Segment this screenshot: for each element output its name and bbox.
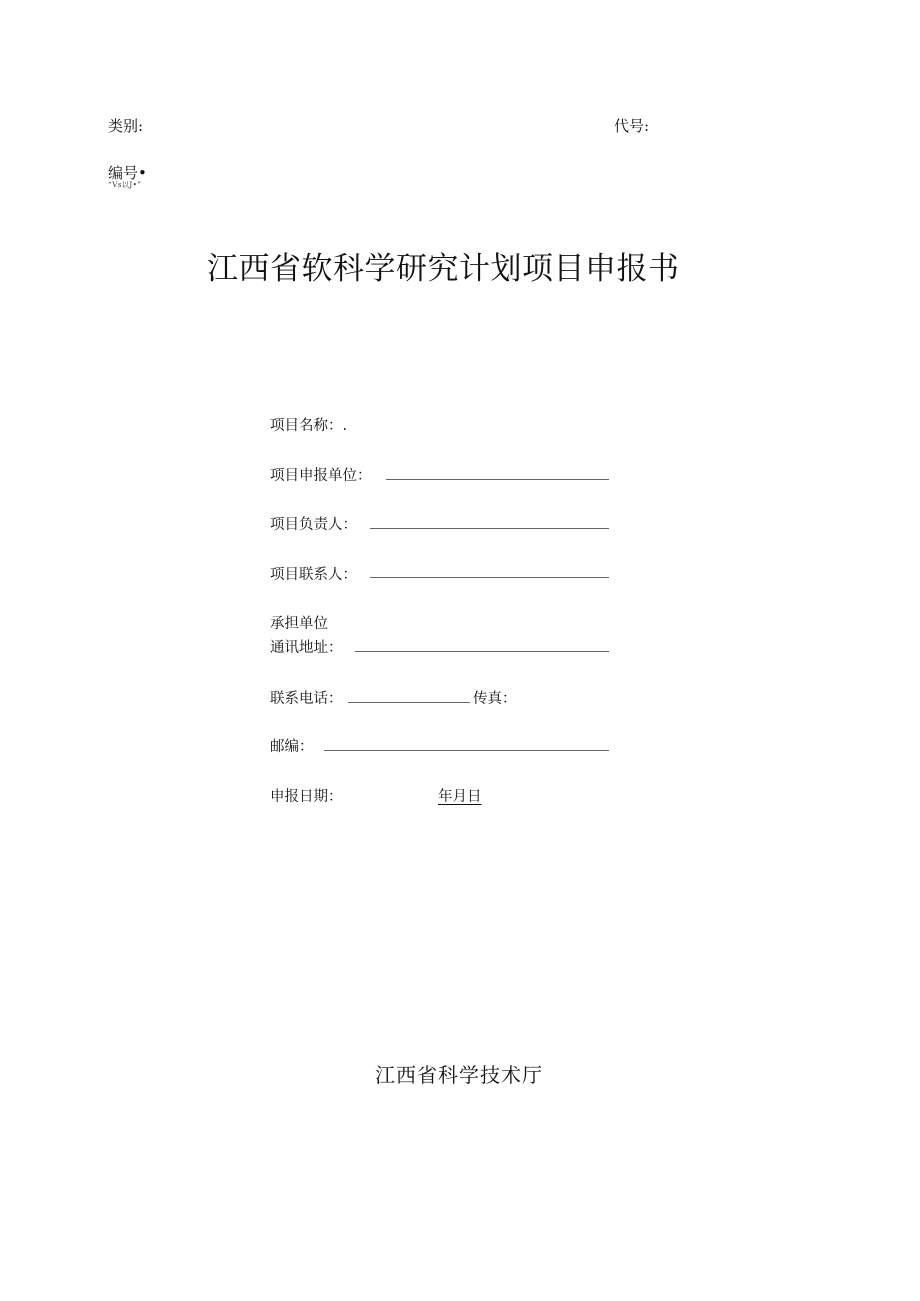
postcode-label: 邮编： bbox=[270, 739, 314, 755]
issuer-name: 江西省科学技术厅 bbox=[375, 1063, 543, 1087]
document-title: 江西省软科学研究计划项目申报书 bbox=[207, 251, 680, 287]
mailing-address-label: 通讯地址： bbox=[270, 640, 343, 656]
fax-label: 传真： bbox=[473, 691, 517, 707]
project-leader-label: 项目负责人： bbox=[270, 517, 357, 533]
category-label: 类别: bbox=[108, 117, 144, 135]
project-contact-label: 项目联系人： bbox=[270, 567, 357, 583]
number-label: 编号• bbox=[108, 164, 147, 182]
postcode-line[interactable] bbox=[324, 750, 609, 751]
phone-label: 联系电话： bbox=[270, 691, 343, 707]
applicant-unit-line[interactable] bbox=[386, 479, 609, 480]
project-name-label: 项目名称：. bbox=[270, 418, 348, 434]
applicant-unit-label: 项目申报单位： bbox=[270, 468, 372, 484]
number-note: “Vs以J•” bbox=[108, 181, 142, 189]
project-leader-line[interactable] bbox=[370, 528, 609, 529]
undertaking-unit-label: 承担单位 bbox=[270, 616, 328, 632]
mailing-address-line[interactable] bbox=[355, 651, 609, 652]
code-label: 代号: bbox=[614, 117, 650, 135]
date-value[interactable]: 年月日 bbox=[438, 789, 482, 805]
phone-line[interactable] bbox=[348, 702, 470, 703]
date-label: 申报日期： bbox=[270, 789, 343, 805]
project-contact-line[interactable] bbox=[370, 577, 609, 578]
